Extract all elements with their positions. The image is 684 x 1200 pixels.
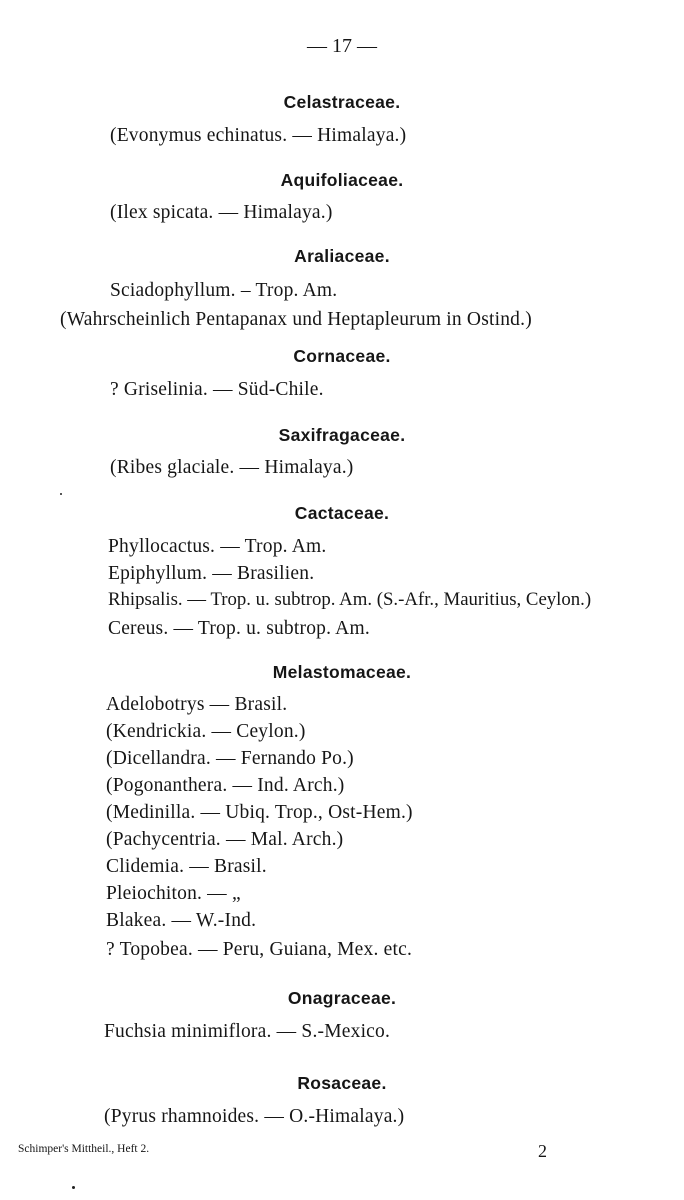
family-heading-saxifragaceae: Saxifragaceae. (278, 425, 406, 445)
entry-line: Phyllocactus. — Trop. Am. (108, 536, 327, 557)
scan-speck (72, 1186, 75, 1189)
entry-line: Epiphyllum. — Brasilien. (108, 563, 315, 584)
family-heading-cactaceae: Cactaceae. (294, 503, 390, 523)
entry-line: Pleiochiton. — „ (106, 883, 241, 904)
family-heading-rosaceae: Rosaceae. (297, 1073, 387, 1093)
entry-line: Fuchsia minimiflora. — S.-Mexico. (104, 1021, 391, 1042)
family-heading-celastraceae: Celastraceae. (283, 92, 401, 112)
entry-line: ? Griselinia. — Süd-Chile. (110, 379, 324, 400)
entry-line: (Ribes glaciale. — Himalaya.) (110, 457, 354, 478)
page-number: — 17 — (307, 35, 377, 57)
entry-line: Clidemia. — Brasil. (106, 856, 267, 877)
entry-line: Blakea. — W.-Ind. (106, 910, 257, 931)
family-heading-onagraceae: Onagraceae. (287, 988, 397, 1008)
entry-line: Cereus. — Trop. u. subtrop. Am. (108, 618, 370, 639)
family-heading-melastomaceae: Melastomaceae. (272, 662, 412, 682)
scan-speck (60, 493, 62, 495)
entry-line: (Pogonanthera. — Ind. Arch.) (106, 775, 345, 796)
entry-line: (Wahrscheinlich Pentapanax und Heptapleurum in Ostind.) (60, 309, 532, 330)
footer-sheet-number: 2 (538, 1141, 548, 1161)
entry-line: (Pyrus rhamnoides. — O.-Himalaya.) (104, 1106, 405, 1127)
family-heading-aquifoliaceae: Aquifoliaceae. (280, 170, 404, 190)
entry-line: (Pachycentria. — Mal. Arch.) (106, 829, 344, 850)
footer-signature: Schimper's Mittheil., Heft 2. (18, 1143, 150, 1155)
entry-line: (Evonymus echinatus. — Himalaya.) (110, 125, 407, 146)
entry-line: (Dicellandra. — Fernando Po.) (106, 748, 354, 769)
entry-line: (Medinilla. — Ubiq. Trop., Ost-Hem.) (106, 802, 413, 823)
entry-line: (Kendrickia. — Ceylon.) (106, 721, 306, 742)
entry-line: Sciadophyllum. – Trop. Am. (110, 280, 338, 301)
family-heading-araliaceae: Araliaceae. (294, 246, 390, 266)
entry-line: Adelobotrys — Brasil. (106, 694, 288, 715)
entry-line: (Ilex spicata. — Himalaya.) (110, 202, 333, 223)
entry-line: Rhipsalis. — Trop. u. subtrop. Am. (S.-Afr., Mauritius, Ceylon.) (108, 589, 592, 610)
entry-line: ? Topobea. — Peru, Guiana, Mex. etc. (106, 939, 413, 960)
family-heading-cornaceae: Cornaceae. (293, 346, 391, 366)
